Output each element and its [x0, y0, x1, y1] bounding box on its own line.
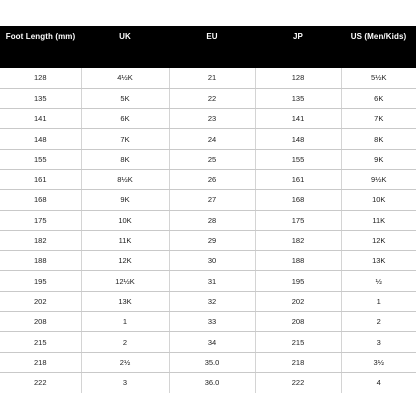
table-row	[0, 230, 416, 250]
cell-uk: 2	[81, 332, 169, 352]
cell-eu: 32	[169, 291, 255, 311]
cell-us: 3	[341, 332, 416, 352]
cell-eu: 30	[169, 251, 255, 271]
cell-eu: 24	[169, 129, 255, 149]
table-row	[0, 149, 416, 169]
header-row	[0, 26, 416, 68]
cell-us: 8K	[341, 129, 416, 149]
cell-uk: 7K	[81, 129, 169, 149]
cell-uk: 8½K	[81, 169, 169, 189]
cell-us: 9½K	[341, 169, 416, 189]
cell-foot-length: 128	[0, 68, 81, 88]
cell-uk: 12K	[81, 251, 169, 271]
cell-us: 13K	[341, 251, 416, 271]
table-row	[0, 312, 416, 332]
cell-foot-length: 168	[0, 190, 81, 210]
cell-foot-length: 222	[33, 378, 47, 388]
cell-eu: 25	[169, 149, 255, 169]
table-row	[0, 88, 416, 108]
cell-eu: 35.0	[169, 352, 255, 372]
cell-jp: 128	[255, 68, 341, 88]
cell-eu: 28	[169, 210, 255, 230]
table-row	[0, 68, 416, 88]
cell-jp: 168	[255, 190, 341, 210]
cell-foot-length: 155	[0, 149, 81, 169]
table-row	[0, 291, 416, 311]
cell-us: 3½	[341, 352, 416, 372]
cell-uk: 4½K	[81, 68, 169, 88]
cell-jp: 175	[255, 210, 341, 230]
cell-jp: 222	[255, 372, 341, 392]
cell-jp: 215	[255, 332, 341, 352]
cell-us: 2	[341, 312, 416, 332]
cell-foot-length: 161	[0, 169, 81, 189]
cell-eu: 36.0	[169, 372, 255, 392]
table-row	[0, 251, 416, 271]
table-row	[0, 190, 416, 210]
cell-foot-length: 141	[0, 109, 81, 129]
cell-us: 6K	[341, 88, 416, 108]
table-row	[0, 372, 416, 392]
cell-us: 9K	[341, 149, 416, 169]
cell-eu: 23	[169, 109, 255, 129]
cell-jp: 202	[255, 291, 341, 311]
cell-jp: 161	[255, 169, 341, 189]
table-row	[0, 169, 416, 189]
cell-uk: 9K	[81, 190, 169, 210]
cell-foot-length: 148	[0, 129, 81, 149]
cell-jp: 182	[255, 230, 341, 250]
cell-eu: 31	[169, 271, 255, 291]
cell-jp: 188	[255, 251, 341, 271]
table-row	[0, 129, 416, 149]
cell-eu: 34	[169, 332, 255, 352]
size-table	[0, 26, 416, 393]
cell-uk: 11K	[81, 230, 169, 250]
cell-uk: 3	[81, 372, 169, 392]
table-body	[0, 68, 416, 393]
header-foot-length: Foot Length (mm)	[5, 32, 76, 41]
cell-eu: 33	[169, 312, 255, 332]
cell-uk: 12½K	[81, 271, 169, 291]
cell-uk: 10K	[81, 210, 169, 230]
cell-foot-length: 208	[0, 312, 81, 332]
cell-foot-length: 202	[0, 291, 81, 311]
header-eu: EU	[206, 32, 218, 41]
cell-us: 1	[341, 291, 416, 311]
cell-jp: 195	[255, 271, 341, 291]
cell-eu: 27	[169, 190, 255, 210]
cell-uk: 1	[81, 312, 169, 332]
cell-us: 12K	[341, 230, 416, 250]
cell-foot-length: 188	[0, 251, 81, 271]
table-header	[0, 26, 416, 68]
cell-uk: 2½	[81, 352, 169, 372]
cell-us: 5½K	[341, 68, 416, 88]
cell-uk: 13K	[81, 291, 169, 311]
cell-us: 10K	[341, 190, 416, 210]
cell-foot-length: 195	[0, 271, 81, 291]
cell-foot-length: 135	[0, 88, 81, 108]
cell-foot-length: 215	[0, 332, 81, 352]
cell-uk: 6K	[81, 109, 169, 129]
cell-us: 11K	[341, 210, 416, 230]
header-us: US (Men/Kids)	[350, 32, 407, 41]
cell-foot-length: 218	[0, 352, 81, 372]
cell-uk: 8K	[81, 149, 169, 169]
cell-jp: 155	[255, 149, 341, 169]
table-row	[0, 352, 416, 372]
cell-us: 7K	[341, 109, 416, 129]
cell-foot-length: 175	[0, 210, 81, 230]
cell-uk: 5K	[81, 88, 169, 108]
cell-eu: 29	[169, 230, 255, 250]
cell-eu: 21	[169, 68, 255, 88]
cell-jp: 218	[255, 352, 341, 372]
cell-eu: 26	[169, 169, 255, 189]
cell-foot-length: 182	[0, 230, 81, 250]
cell-jp: 208	[255, 312, 341, 332]
header-uk: UK	[119, 32, 131, 41]
cell-jp: 148	[255, 129, 341, 149]
table-row	[0, 271, 416, 291]
cell-jp: 135	[255, 88, 341, 108]
table-row	[0, 332, 416, 352]
cell-us: ½	[341, 271, 416, 291]
cell-us: 4	[341, 372, 416, 392]
table-row	[0, 109, 416, 129]
table-row	[0, 210, 416, 230]
cell-jp: 141	[255, 109, 341, 129]
cell-eu: 22	[169, 88, 255, 108]
header-jp: JP	[293, 32, 303, 41]
